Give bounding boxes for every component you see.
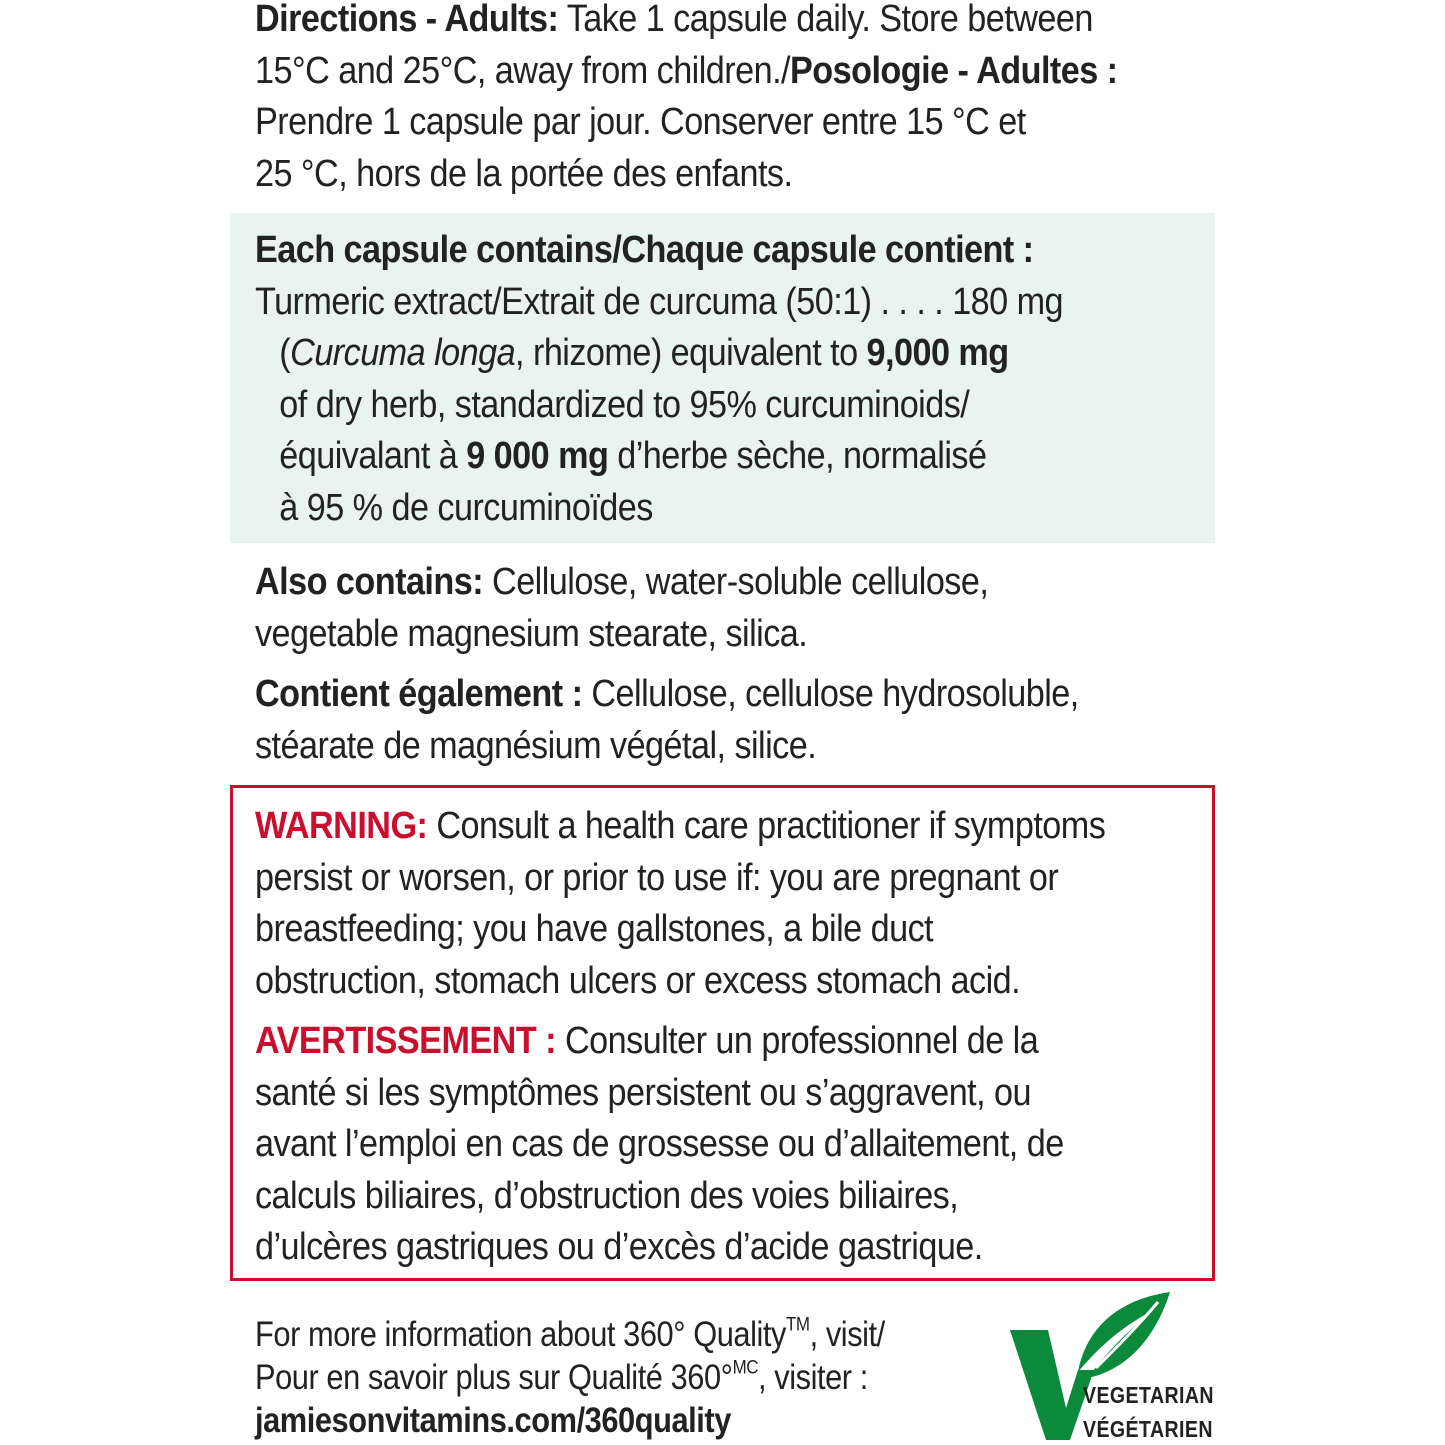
also-contains-text: Also contains: Cellulose, water-soluble cellulose, vegetable magnesium stearate, silica. Contient également : Cellulose, cellulose hydrosoluble, stéarate de magnésium végétal, silice.	[255, 561, 1079, 767]
warning-text: WARNING: Consult a health care practitioner if symptoms persist or worsen, or prior to use if: you are pregnant or breastfeeding; you have gallstones, a bile duct obstruction, stomach ulcers or excess stomach acid. AVERTISSEMENT : Consulter un professionnel de la santé si les symptômes persistent ou s’aggravent, ou avant l’emploi en cas de grossesse ou d’allaitement, de calculs biliaires, d’obstruction des voies biliaires, d’ulcères gastriques ou d’excès d’acide gastrique.	[255, 805, 1106, 1268]
warning-box	[230, 785, 1215, 1281]
latin-name: Curcuma longa	[290, 332, 516, 374]
also-contains-label-en: Also contains:	[255, 561, 484, 603]
also-contains-section	[230, 557, 1215, 772]
equiv-fr: 9 000 mg	[466, 435, 609, 477]
directions-text: Directions - Adults: Take 1 capsule daily. Store between 15°C and 25°C, away from children./Posologie - Adultes : Prendre 1 capsule par jour. Conserver entre 15 °C et 25 °C, hors de la portée des enfants.	[255, 0, 1118, 195]
ingredient-line: Turmeric extract/Extrait de curcuma (50:1) . . . . 180 mg	[255, 280, 1064, 323]
contents-heading: Each capsule contains/Chaque capsule contient :	[255, 229, 1034, 271]
directions-label-fr: Posologie - Adultes :	[790, 49, 1118, 92]
also-contains-label-fr: Contient également :	[255, 673, 583, 715]
directions-label-en: Directions - Adults:	[255, 0, 559, 40]
footer-info	[255, 1313, 1015, 1442]
contents-box	[230, 213, 1215, 543]
badge-text-en: VEGETARIAN	[1083, 1382, 1214, 1408]
directions-section	[230, 0, 1215, 200]
vegetarian-badge	[1008, 1290, 1218, 1445]
footer-url[interactable]: jamiesonvitamins.com/360quality	[255, 1401, 731, 1440]
footer-text: For more information about 360° Quality™, visit/ Pour en savoir plus sur Qualité 360°$^{MC}$, visiter : jamiesonvitamins.com/360quality	[255, 1314, 885, 1440]
warning-label-en: WARNING:	[255, 805, 428, 847]
equiv-en: 9,000 mg	[866, 332, 1009, 374]
warning-label-fr: AVERTISSEMENT :	[255, 1020, 556, 1062]
badge-text-fr: VÉGÉTARIEN	[1083, 1416, 1213, 1442]
contents-text: Each capsule contains/Chaque capsule contient : Turmeric extract/Extrait de curcuma (50:1) . . . . 180 mg (Curcuma longa, rhizome) equivalent to 9,000 mg of dry herb, standardized to 95% curcuminoids/ équivalant à 9 000 mg d’herbe sèche, normalisé à 95 % de curcuminoïdes	[255, 225, 1240, 534]
